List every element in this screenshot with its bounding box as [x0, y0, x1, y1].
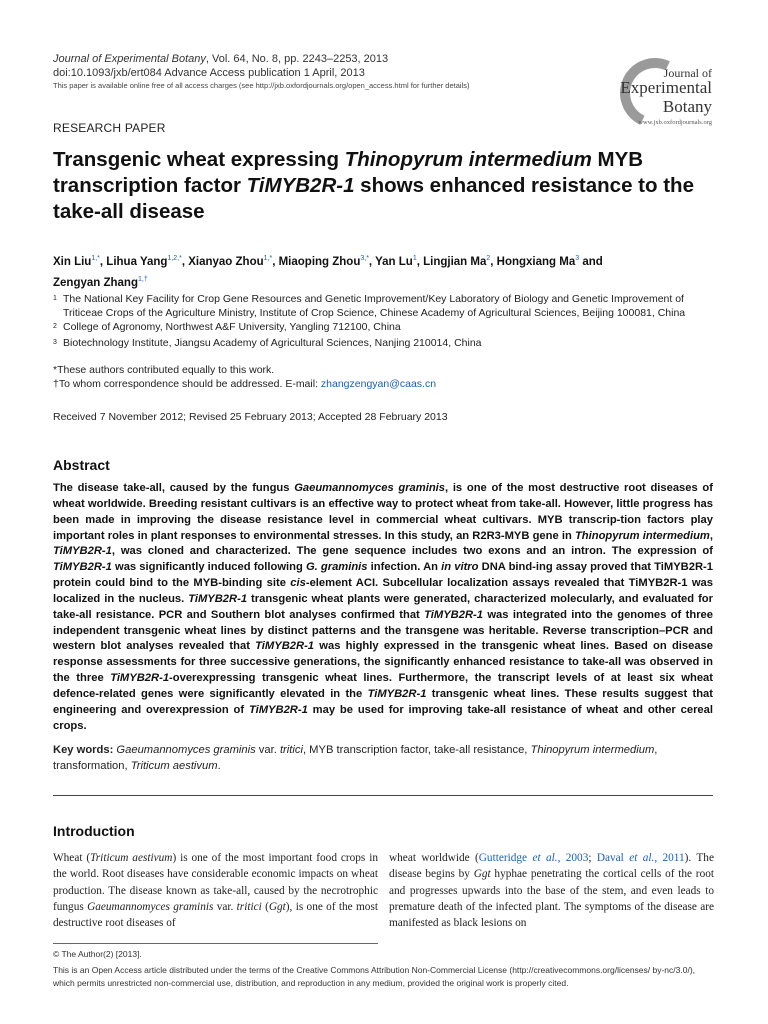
title-part-2: MYB transcription factor	[53, 148, 644, 197]
author-affiliation-marker[interactable]: 1	[412, 255, 417, 262]
affiliation-text: The National Key Facility for Crop Gene Resources and Genetic Improvement/Key Laboratory of Biology and Genetic Improvement of Triticeae Crops of the Agriculture Ministry, Institute of Crop Science, Chinese Academy of Agricultural Sciences, Beijing 100081, China	[63, 293, 686, 319]
introduction-heading: Introduction	[53, 823, 135, 839]
paper-title	[53, 147, 733, 225]
section-divider	[53, 795, 713, 796]
abstract-body	[53, 481, 713, 735]
journal-citation	[53, 52, 388, 66]
correspondence-note	[53, 378, 436, 390]
equal-contribution-note: *These authors contributed equally to this work.	[53, 364, 275, 376]
author-affiliation-marker[interactable]: 3,*	[360, 255, 369, 262]
logo-line-3: Botany	[662, 97, 712, 116]
author-name: Zengyan Zhang	[53, 276, 138, 289]
title-part-3: shows enhanced resistance to the take-all disease	[53, 174, 694, 223]
author-affiliation-marker[interactable]: 1,*	[91, 255, 100, 262]
copyright-notice: © The Author(2) [2013].	[53, 949, 142, 959]
license-notice: This is an Open Access article distributed under the terms of the Creative Commons Attribution Non-Commercial License (http://creativecommons.org/licenses/ by-nc/3.0/), which permits unrestricted non-commercial use, distribution, and reproduction in any medium, provided the original work is properly cited.	[53, 965, 696, 988]
keywords-text: Gaeumannomyces graminis var. tritici, MYB transcription factor, take-all resistance, Thinopyrum intermedium, transformation, Triticum aestivum.	[53, 744, 658, 772]
doi-line: doi:10.1093/jxb/ert084 Advance Access publication 1 April, 2013	[53, 67, 365, 79]
affiliation-text: College of Agronomy, Northwest A&F University, Yangling 712100, China	[63, 321, 401, 333]
affiliation-text: Biotechnology Institute, Jiangsu Academy of Agricultural Sciences, Nanjing 210014, China	[63, 337, 482, 349]
affiliation-3	[53, 336, 723, 350]
author-name: Xin Liu	[53, 255, 92, 268]
affiliation-number: 2	[53, 323, 57, 330]
introduction-paragraph-continued: wheat worldwide (Gutteridge et al., 2003; Daval et al., 2011). The disease begins by Ggt hyphae penetrating the cortical cells of the root and progresses upwards into the base of the stem, and even leads to premature death of the infected plant. The symptoms of the disease are manifested as black lesions on	[389, 852, 715, 930]
affiliation-2	[53, 320, 723, 334]
introduction-paragraph: Wheat (Triticum aestivum) is one of the most important food crops in the world. Root diseases have considerable economic impacts on wheat production. The disease known as take-all, caused by the necrotrophic fungus Gaeumannomyces graminis var. tritici (Ggt), is one of the most destructive root diseases of	[53, 852, 378, 930]
keywords	[53, 743, 713, 774]
affiliation-number: 3	[53, 339, 57, 346]
author-affiliation-marker[interactable]: 1,2,*	[167, 255, 182, 262]
author-name: Hongxiang Ma	[496, 255, 576, 268]
journal-name: Journal of Experimental Botany	[53, 53, 206, 65]
footer-divider	[53, 943, 378, 944]
affiliation-1	[53, 292, 723, 320]
article-type: RESEARCH PAPER	[53, 121, 166, 135]
received-dates: Received 7 November 2012; Revised 25 February 2013; Accepted 28 February 2013	[53, 411, 448, 423]
author-name: Xianyao Zhou	[188, 255, 264, 268]
email-link[interactable]: zhangzengyan@caas.cn	[320, 378, 437, 390]
author-affiliation-marker[interactable]: 1,*	[263, 255, 273, 262]
author-name: Miaoping Zhou	[278, 255, 361, 268]
logo-line-2: Experimental	[620, 78, 712, 97]
abstract-text: The disease take-all, caused by the fungus Gaeumannomyces graminis, is one of the most destructive root diseases of wheat worldwide. Breeding resistant cultivars is an effective way to protect wheat from take-all. However, little progress has been made in improving the disease resistance level in commercial wheat cultivars. MYB transcrip-tion factors play important roles in plant responses to environmental stresses. In this study, an R2R3-MYB gene in Thinopyrum intermedium, TiMYB2R-1, was cloned and characterized. The gene sequence includes two exons and an intron. The expression of TiMYB2R-1 was significantly induced following G. graminis infection. An in vitro DNA bind-ing assay proved that TiMYB2R-1 protein could bind to the MYB-binding site cis-element ACI. Subcellular localization assays revealed that TiMYB2R-1 was localized in the nucleus. TiMYB2R-1 transgenic wheat plants were generated, characterized molecularly, and evaluated for take-all resistance. PCR and Southern blot analyses confirmed that TiMYB2R-1 was integrated into the genomes of three independent transgenic wheat lines by distinct patterns and the transgene was heritable. Reverse transcription–PCR and western blot analyses revealed that TiMYB2R-1 was highly expressed in the transgenic wheat lines. Based on disease response assessments for three successive generations, the significantly enhanced resistance to take-all was observed in the three TiMYB2R-1-overexpressing transgenic wheat lines. Furthermore, the transcript levels of at least six wheat defence-related genes were significantly elevated in the TiMYB2R-1 transgenic wheat lines. These results suggest that engineering and overexpression of TiMYB2R-1 may be used for improving take-all resistance of wheat and other cereal crops.	[53, 482, 714, 732]
journal-logo	[606, 56, 718, 130]
author-list: Xin Liu$^{1,*}$, Lihua Yang$^{1,2,*}$, Xianyao Zhou$^{1,*}$, Miaoping Zhou$^{3,*}$, Yan Lu$^1$, Lingjian Ma$^2$, Hongxiang Ma$^3$ and Zengyan Zhang$^{1,\dagger}$	[53, 255, 603, 289]
author-affiliation-marker[interactable]: 2	[486, 255, 491, 262]
affiliation-number: 1	[53, 295, 57, 302]
introduction-left-column	[53, 850, 378, 931]
free-access-note: This paper is available online free of all access charges (see http://jxb.oxfordjournals.org/open_access.html for further details)	[53, 81, 470, 90]
journal-details: , Vol. 64, No. 8, pp. 2243–2253, 2013	[205, 53, 389, 65]
logo-line-1: Journal of	[663, 66, 712, 80]
author-name: Lihua Yang	[106, 255, 168, 268]
author-affiliation-marker[interactable]: 1,†	[137, 275, 148, 283]
title-gene: TiMYB2R-1	[246, 174, 355, 197]
title-species: Thinopyrum intermedium	[344, 148, 592, 171]
introduction-right-column	[389, 850, 714, 931]
author-name: Yan Lu	[375, 255, 413, 268]
abstract-heading: Abstract	[53, 457, 110, 473]
title-part-1: Transgenic wheat expressing	[53, 148, 345, 171]
logo-url: www.jxb.oxfordjournals.org	[638, 119, 712, 126]
author-affiliation-marker[interactable]: 3	[575, 255, 580, 262]
correspondence-text: †To whom correspondence should be addressed. E-mail:	[53, 378, 321, 390]
author-name: Lingjian Ma	[423, 255, 487, 268]
keywords-label: Key words:	[53, 744, 114, 756]
